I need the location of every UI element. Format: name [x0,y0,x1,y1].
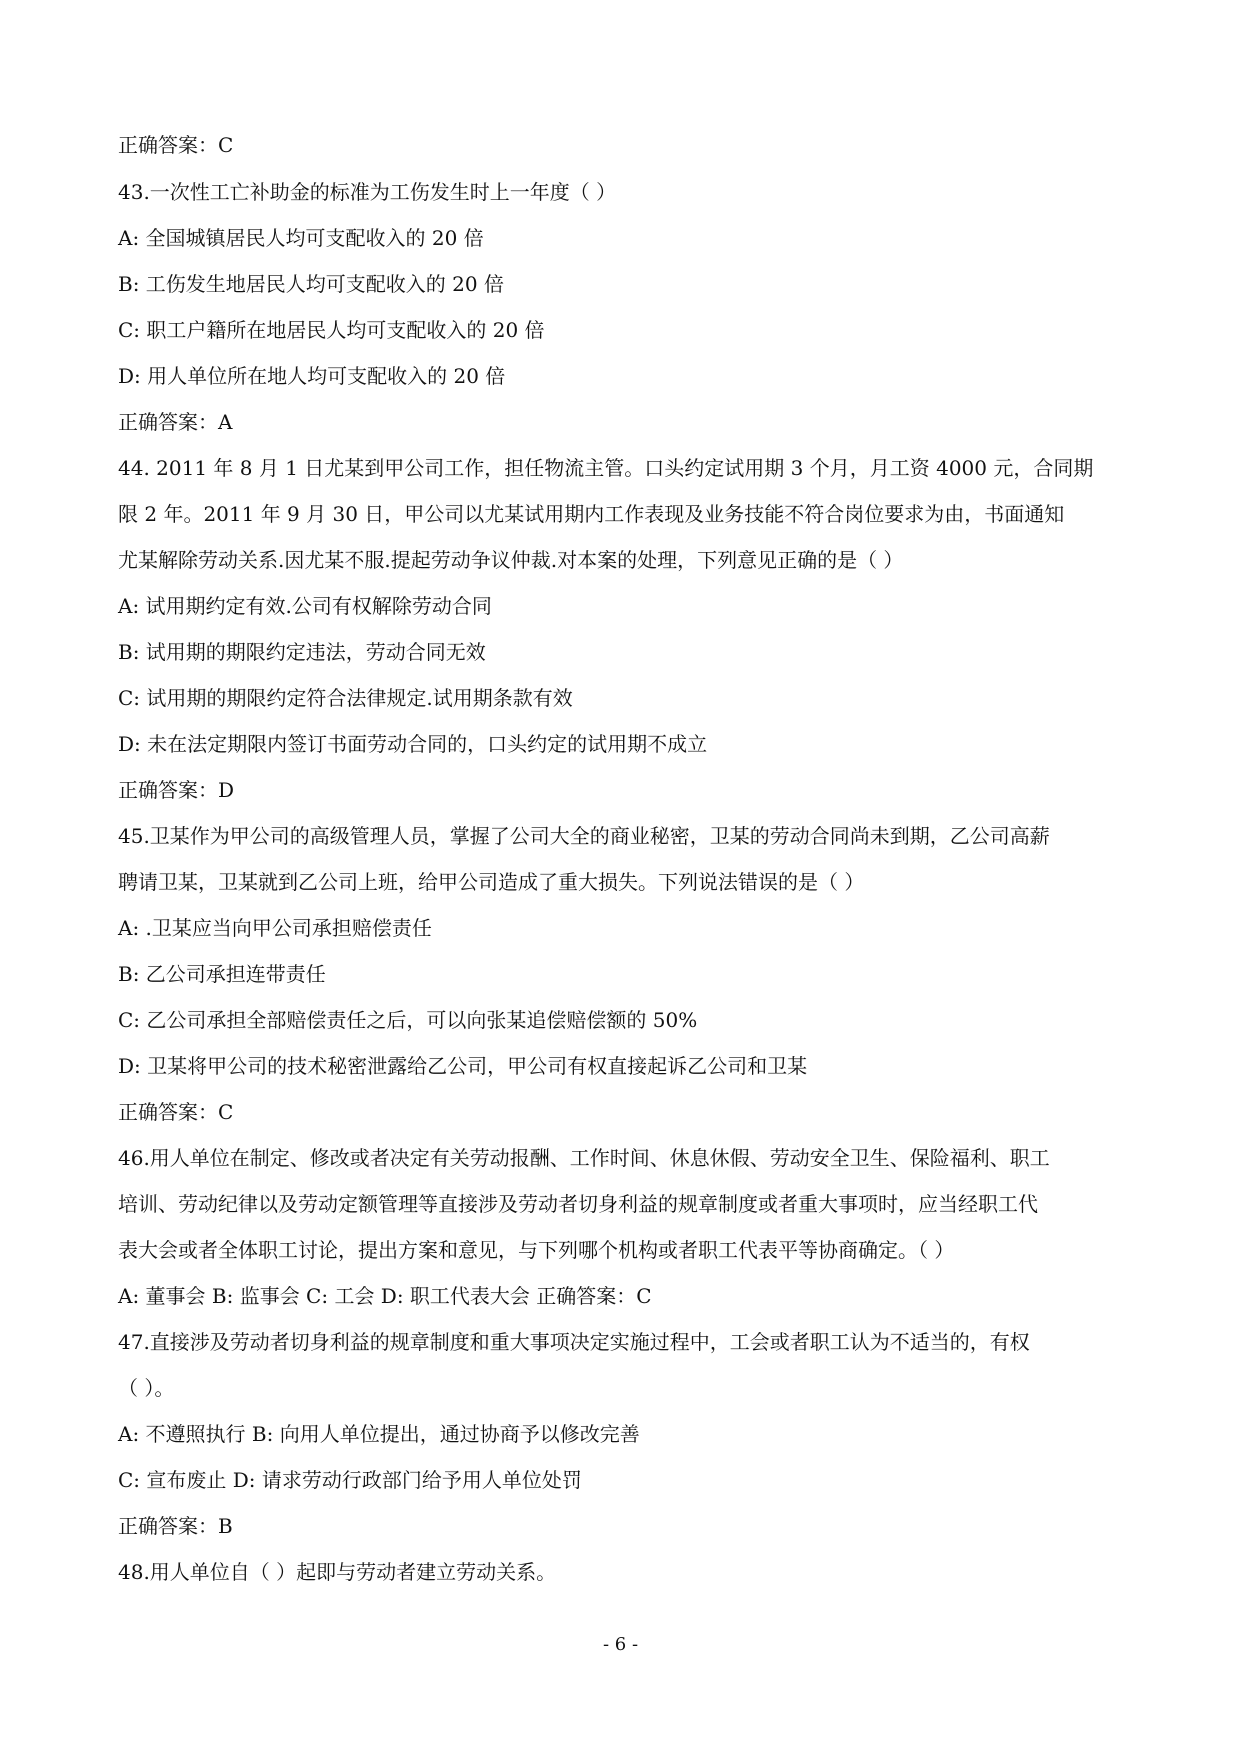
options-and-answer: A: 董事会 B: 监事会 C: 工会 D: 职工代表大会 正确答案：C [118,1284,652,1308]
answer-line: 正确答案：C [118,1100,234,1124]
options-c-d: C: 宣布废止 D: 请求劳动行政部门给予用人单位处罚 [118,1468,582,1492]
answer-line: 正确答案：C [118,133,234,157]
question-44-cont: 尤某解除劳动关系.因尤某不服.提起劳动争议仲裁.对本案的处理，下列意见正确的是（ ） [118,548,904,572]
option-a: A: .卫某应当向甲公司承担赔偿责任 [118,916,432,940]
option-b: B: 工伤发生地居民人均可支配收入的 20 倍 [118,272,504,296]
question-46-cont: 表大会或者全体职工讨论，提出方案和意见，与下列哪个机构或者职工代表平等协商确定。（ ） [118,1238,955,1262]
option-d: D: 用人单位所在地人均可支配收入的 20 倍 [118,364,506,388]
question-46: 46.用人单位在制定、修改或者决定有关劳动报酬、工作时间、休息休假、劳动安全卫生、保险福利、职工 [118,1146,1050,1170]
question-45: 45.卫某作为甲公司的高级管理人员，掌握了公司大全的商业秘密，卫某的劳动合同尚未到期，乙公司高薪 [118,824,1050,848]
question-45-cont: 聘请卫某，卫某就到乙公司上班，给甲公司造成了重大损失。下列说法错误的是（ ） [118,870,865,894]
option-a: A: 全国城镇居民人均可支配收入的 20 倍 [118,226,484,250]
option-d: D: 卫某将甲公司的技术秘密泄露给乙公司，甲公司有权直接起诉乙公司和卫某 [118,1054,808,1078]
question-47: 47.直接涉及劳动者切身利益的规章制度和重大事项决定实施过程中，工会或者职工认为不适当的，有权 [118,1330,1030,1354]
question-43: 43.一次性工亡补助金的标准为工伤发生时上一年度（ ） [118,180,617,204]
question-46-cont: 培训、劳动纪律以及劳动定额管理等直接涉及劳动者切身利益的规章制度或者重大事项时，应当经职工代 [118,1192,1038,1216]
question-44-cont: 限 2 年。2011 年 9 月 30 日，甲公司以尤某试用期内工作表现及业务技能不符合岗位要求为由，书面通知 [118,502,1065,526]
option-c: C: 职工户籍所在地居民人均可支配收入的 20 倍 [118,318,545,342]
option-d: D: 未在法定期限内签订书面劳动合同的，口头约定的试用期不成立 [118,732,708,756]
option-c: C: 试用期的期限约定符合法律规定.试用期条款有效 [118,686,573,710]
question-48: 48.用人单位自（ ）起即与劳动者建立劳动关系。 [118,1560,557,1584]
option-b: B: 乙公司承担连带责任 [118,962,326,986]
answer-line: 正确答案：A [118,410,233,434]
question-44: 44. 2011 年 8 月 1 日尤某到甲公司工作，担任物流主管。口头约定试用期 3 个月，月工资 4000 元，合同期 [118,456,1094,480]
question-47-cont: （ ）。 [118,1376,175,1400]
option-b: B: 试用期的期限约定违法，劳动合同无效 [118,640,486,664]
answer-line: 正确答案：D [118,778,235,802]
options-a-b: A: 不遵照执行 B: 向用人单位提出，通过协商予以修改完善 [118,1422,640,1446]
page-number: - 6 - [602,1634,639,1655]
option-a: A: 试用期约定有效.公司有权解除劳动合同 [118,594,492,618]
answer-line: 正确答案：B [118,1514,233,1538]
option-c: C: 乙公司承担全部赔偿责任之后，可以向张某追偿赔偿额的 50% [118,1008,698,1032]
